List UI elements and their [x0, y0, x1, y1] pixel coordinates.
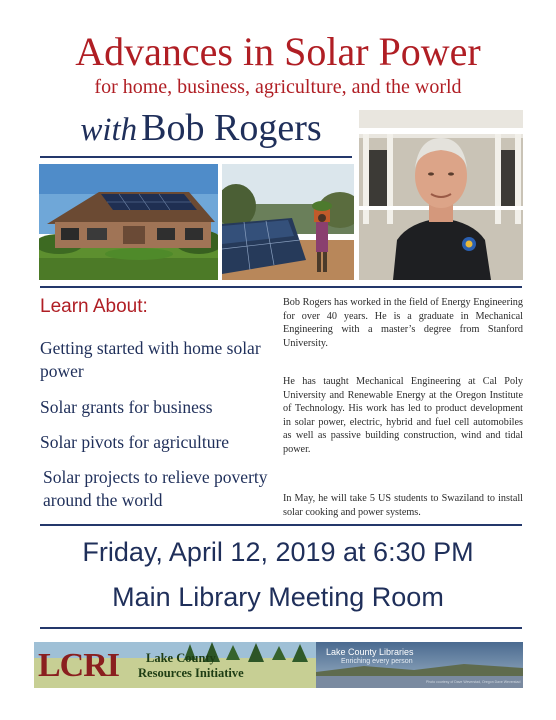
bob-rogers-portrait-photo	[359, 110, 523, 280]
flyer-subtitle: for home, business, agriculture, and the world	[94, 76, 462, 98]
with-word: with	[80, 112, 138, 148]
learn-item: Getting started with home solar power	[40, 338, 261, 381]
learn-item: Solar grants for business	[40, 397, 213, 417]
solar-house-photo	[39, 164, 218, 280]
lcri-logo: LCRI	[38, 647, 120, 684]
solar-panels-field-photo	[222, 164, 354, 280]
lcri-name-line1: Lake County	[146, 651, 216, 665]
library-tagline: Enriching every person	[341, 658, 413, 665]
bio-paragraph: In May, he will take 5 US students to Swaziland to install solar cooking and power systems.	[283, 493, 523, 518]
learn-about-heading: Learn About:	[40, 296, 148, 317]
bio-paragraph: Bob Rogers has worked in the field of Energy Engineering for over 40 years. He is a graduate in Mechanical Engineering with a master’s degree from Stanford University.	[283, 297, 523, 349]
event-divider	[40, 524, 522, 526]
speaker-line	[36, 104, 366, 160]
library-name: Lake County Libraries	[326, 647, 414, 657]
sponsor-banner	[34, 642, 523, 688]
event-location: Main Library Meeting Room	[112, 582, 444, 612]
learn-item: Solar projects to relieve poverty around the world	[43, 467, 268, 510]
speaker-name: Bob Rogers	[141, 107, 322, 149]
flyer-title: Advances in Solar Power	[75, 29, 481, 74]
event-datetime: Friday, April 12, 2019 at 6:30 PM	[82, 537, 474, 567]
bio-paragraph: He has taught Mechanical Engineering at Cal Poly University and Renewable Energy at the Oregon Institute of Technology. His work has led to product development in solar power, electric, hybrid and fuel cell automobiles as well as passive building construction, wind and tidal power.	[283, 376, 523, 455]
lcri-name-line2: Resources Initiative	[138, 666, 244, 680]
footer-divider	[40, 627, 522, 629]
header-divider	[40, 156, 352, 158]
section-divider	[40, 286, 522, 288]
photo-credit: Photo courtesy of Dave Weverstad, Oregon Dave Weverstad	[426, 680, 521, 684]
learn-item: Solar pivots for agriculture	[40, 432, 230, 452]
